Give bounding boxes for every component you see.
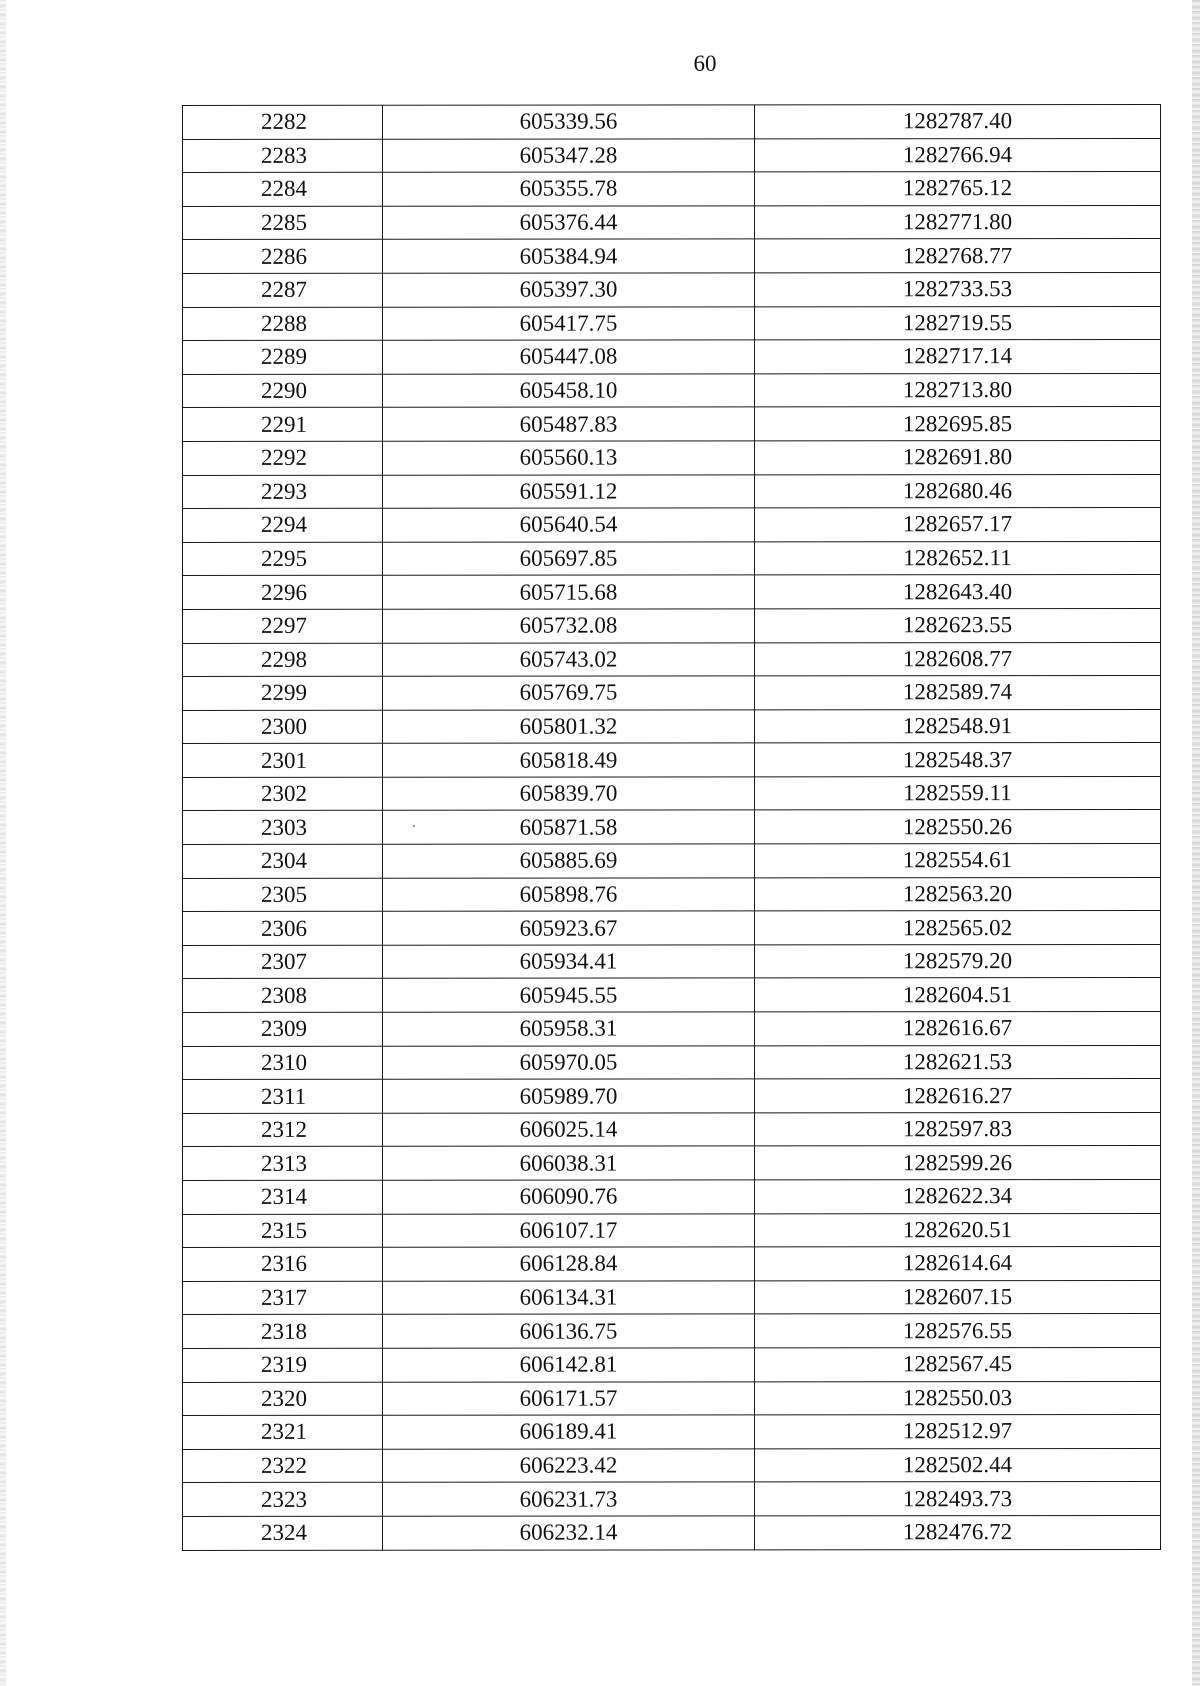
x-coordinate-cell: 605384.94	[383, 239, 755, 273]
table-row	[183, 1045, 1161, 1080]
y-coordinate-cell: 1282565.02	[755, 911, 1161, 945]
point-number-cell: 2322	[183, 1449, 383, 1483]
point-number-cell: 2312	[183, 1113, 383, 1147]
table-row	[183, 978, 1161, 1013]
y-coordinate-cell: 1282550.03	[755, 1381, 1161, 1415]
y-coordinate-cell: 1282554.61	[755, 844, 1161, 878]
x-coordinate-cell: 606232.14	[383, 1516, 755, 1550]
table-row	[183, 205, 1161, 240]
y-coordinate-cell: 1282765.12	[755, 172, 1161, 206]
point-number-cell: 2282	[183, 105, 383, 139]
x-coordinate-cell: 605743.02	[383, 642, 755, 676]
x-coordinate-cell: 606090.76	[383, 1180, 755, 1214]
x-coordinate-cell: 605945.55	[383, 978, 755, 1012]
y-coordinate-cell: 1282607.15	[755, 1280, 1161, 1314]
y-coordinate-cell: 1282787.40	[755, 104, 1161, 138]
y-coordinate-cell: 1282597.83	[755, 1112, 1161, 1146]
x-coordinate-cell: 605898.76	[383, 878, 755, 912]
y-coordinate-cell: 1282567.45	[755, 1347, 1161, 1381]
table-row	[183, 844, 1161, 879]
point-number-cell: 2324	[183, 1516, 383, 1550]
table-row	[183, 1179, 1161, 1214]
y-coordinate-cell: 1282691.80	[755, 440, 1161, 474]
point-number-cell: 2304	[183, 844, 383, 878]
point-number-cell: 2320	[183, 1382, 383, 1416]
table-row	[183, 1112, 1161, 1147]
table-row	[183, 1515, 1161, 1550]
point-number-cell: 2299	[183, 676, 383, 710]
point-number-cell: 2321	[183, 1415, 383, 1449]
table-row	[183, 306, 1161, 341]
table-row	[183, 172, 1161, 207]
point-number-cell: 2300	[183, 710, 383, 744]
x-coordinate-cell: 605958.31	[383, 1012, 755, 1046]
point-number-cell: 2309	[183, 1012, 383, 1046]
x-coordinate-cell: 605697.85	[383, 542, 755, 576]
x-coordinate-cell: 605934.41	[383, 945, 755, 979]
table-row	[183, 1314, 1161, 1349]
x-coordinate-cell: 606231.73	[383, 1482, 755, 1516]
y-coordinate-cell: 1282771.80	[755, 205, 1161, 239]
coordinate-table-body	[183, 104, 1161, 1550]
table-row	[183, 1482, 1161, 1517]
y-coordinate-cell: 1282599.26	[755, 1146, 1161, 1180]
table-row	[183, 272, 1161, 307]
x-coordinate-cell: 606128.84	[383, 1247, 755, 1281]
point-number-cell: 2315	[183, 1214, 383, 1248]
y-coordinate-cell: 1282623.55	[755, 608, 1161, 642]
y-coordinate-cell: 1282614.64	[755, 1247, 1161, 1281]
table-row	[183, 1146, 1161, 1181]
y-coordinate-cell: 1282559.11	[755, 776, 1161, 810]
table-row	[183, 1247, 1161, 1282]
x-coordinate-cell: 605397.30	[383, 273, 755, 307]
x-coordinate-cell: 606223.42	[383, 1449, 755, 1483]
scan-edge-right	[1192, 0, 1200, 1686]
point-number-cell: 2318	[183, 1315, 383, 1349]
table-row	[183, 1347, 1161, 1382]
point-number-cell: 2284	[183, 172, 383, 206]
scan-edge-left	[0, 0, 6, 1686]
point-number-cell: 2301	[183, 744, 383, 778]
point-number-cell: 2314	[183, 1180, 383, 1214]
x-coordinate-cell: 605871.58	[383, 810, 755, 844]
point-number-cell: 2289	[183, 340, 383, 374]
y-coordinate-cell: 1282548.91	[755, 709, 1161, 743]
point-number-cell: 2302	[183, 777, 383, 811]
x-coordinate-cell: 605732.08	[383, 609, 755, 643]
point-number-cell: 2292	[183, 441, 383, 475]
scan-speck	[413, 825, 415, 827]
table-row	[183, 239, 1161, 274]
point-number-cell: 2290	[183, 374, 383, 408]
y-coordinate-cell: 1282680.46	[755, 474, 1161, 508]
x-coordinate-cell: 605591.12	[383, 474, 755, 508]
point-number-cell: 2295	[183, 542, 383, 576]
x-coordinate-cell: 605923.67	[383, 911, 755, 945]
y-coordinate-cell: 1282652.11	[755, 541, 1161, 575]
y-coordinate-cell: 1282620.51	[755, 1213, 1161, 1247]
point-number-cell: 2298	[183, 643, 383, 677]
x-coordinate-cell: 606107.17	[383, 1213, 755, 1247]
y-coordinate-cell: 1282512.97	[755, 1415, 1161, 1449]
table-row	[183, 877, 1161, 912]
x-coordinate-cell: 605818.49	[383, 743, 755, 777]
y-coordinate-cell: 1282733.53	[755, 272, 1161, 306]
table-row	[183, 642, 1161, 677]
y-coordinate-cell: 1282550.26	[755, 810, 1161, 844]
x-coordinate-cell: 605839.70	[383, 777, 755, 811]
x-coordinate-cell: 606189.41	[383, 1415, 755, 1449]
table-row	[183, 944, 1161, 979]
x-coordinate-cell: 606134.31	[383, 1281, 755, 1315]
point-number-cell: 2297	[183, 609, 383, 643]
y-coordinate-cell: 1282589.74	[755, 676, 1161, 710]
table-row	[183, 1213, 1161, 1248]
y-coordinate-cell: 1282719.55	[755, 306, 1161, 340]
point-number-cell: 2308	[183, 979, 383, 1013]
table-row	[183, 440, 1161, 475]
y-coordinate-cell: 1282616.67	[755, 1012, 1161, 1046]
x-coordinate-cell: 606136.75	[383, 1314, 755, 1348]
point-number-cell: 2294	[183, 508, 383, 542]
y-coordinate-cell: 1282493.73	[755, 1482, 1161, 1516]
x-coordinate-cell: 605339.56	[383, 105, 755, 139]
x-coordinate-cell: 605376.44	[383, 206, 755, 240]
x-coordinate-cell: 605487.83	[383, 407, 755, 441]
table-row	[183, 608, 1161, 643]
point-number-cell: 2310	[183, 1046, 383, 1080]
y-coordinate-cell: 1282608.77	[755, 642, 1161, 676]
x-coordinate-cell: 606171.57	[383, 1381, 755, 1415]
point-number-cell: 2287	[183, 273, 383, 307]
x-coordinate-cell: 605640.54	[383, 508, 755, 542]
y-coordinate-cell: 1282766.94	[755, 138, 1161, 172]
point-number-cell: 2319	[183, 1348, 383, 1382]
point-number-cell: 2317	[183, 1281, 383, 1315]
y-coordinate-cell: 1282717.14	[755, 340, 1161, 374]
page-number: 60	[693, 51, 717, 76]
y-coordinate-cell: 1282622.34	[755, 1179, 1161, 1213]
point-number-cell: 2323	[183, 1483, 383, 1517]
point-number-cell: 2291	[183, 408, 383, 442]
table-row	[183, 104, 1161, 139]
x-coordinate-cell: 605769.75	[383, 676, 755, 710]
table-row	[183, 1280, 1161, 1315]
point-number-cell: 2311	[183, 1080, 383, 1114]
y-coordinate-cell: 1282476.72	[755, 1515, 1161, 1549]
y-coordinate-cell: 1282579.20	[755, 944, 1161, 978]
table-row	[183, 1415, 1161, 1450]
table-row	[183, 373, 1161, 408]
point-number-cell: 2286	[183, 240, 383, 274]
x-coordinate-cell: 605989.70	[383, 1079, 755, 1113]
point-number-cell: 2296	[183, 576, 383, 610]
x-coordinate-cell: 606142.81	[383, 1348, 755, 1382]
y-coordinate-cell: 1282695.85	[755, 407, 1161, 441]
point-number-cell: 2283	[183, 139, 383, 173]
table-row	[183, 575, 1161, 610]
table-row	[183, 709, 1161, 744]
point-number-cell: 2285	[183, 206, 383, 240]
point-number-cell: 2316	[183, 1247, 383, 1281]
table-row	[183, 810, 1161, 845]
table-row	[183, 508, 1161, 543]
point-number-cell: 2306	[183, 912, 383, 946]
table-row	[183, 743, 1161, 778]
x-coordinate-cell: 605970.05	[383, 1046, 755, 1080]
coordinate-table	[182, 104, 1161, 1551]
x-coordinate-cell: 605458.10	[383, 374, 755, 408]
table-row	[183, 340, 1161, 375]
x-coordinate-cell: 605801.32	[383, 710, 755, 744]
y-coordinate-cell: 1282563.20	[755, 877, 1161, 911]
point-number-cell: 2313	[183, 1147, 383, 1181]
table-row	[183, 541, 1161, 576]
x-coordinate-cell: 605715.68	[383, 575, 755, 609]
table-row	[183, 676, 1161, 711]
table-row	[183, 1012, 1161, 1047]
table-row	[183, 776, 1161, 811]
table-row	[183, 1448, 1161, 1483]
x-coordinate-cell: 605447.08	[383, 340, 755, 374]
point-number-cell: 2305	[183, 878, 383, 912]
y-coordinate-cell: 1282548.37	[755, 743, 1161, 777]
table-row	[183, 138, 1161, 173]
x-coordinate-cell: 606038.31	[383, 1146, 755, 1180]
point-number-cell: 2307	[183, 945, 383, 979]
point-number-cell: 2293	[183, 475, 383, 509]
y-coordinate-cell: 1282502.44	[755, 1448, 1161, 1482]
table-row	[183, 474, 1161, 509]
y-coordinate-cell: 1282768.77	[755, 239, 1161, 273]
table-row	[183, 1079, 1161, 1114]
y-coordinate-cell: 1282643.40	[755, 575, 1161, 609]
x-coordinate-cell: 606025.14	[383, 1113, 755, 1147]
x-coordinate-cell: 605885.69	[383, 844, 755, 878]
x-coordinate-cell: 605417.75	[383, 306, 755, 340]
point-number-cell: 2288	[183, 307, 383, 341]
y-coordinate-cell: 1282604.51	[755, 978, 1161, 1012]
x-coordinate-cell: 605355.78	[383, 172, 755, 206]
table-row	[183, 911, 1161, 946]
y-coordinate-cell: 1282576.55	[755, 1314, 1161, 1348]
y-coordinate-cell: 1282616.27	[755, 1079, 1161, 1113]
y-coordinate-cell: 1282657.17	[755, 508, 1161, 542]
point-number-cell: 2303	[183, 811, 383, 845]
x-coordinate-cell: 605560.13	[383, 441, 755, 475]
y-coordinate-cell: 1282713.80	[755, 373, 1161, 407]
y-coordinate-cell: 1282621.53	[755, 1045, 1161, 1079]
table-row	[183, 407, 1161, 442]
x-coordinate-cell: 605347.28	[383, 138, 755, 172]
table-row	[183, 1381, 1161, 1416]
